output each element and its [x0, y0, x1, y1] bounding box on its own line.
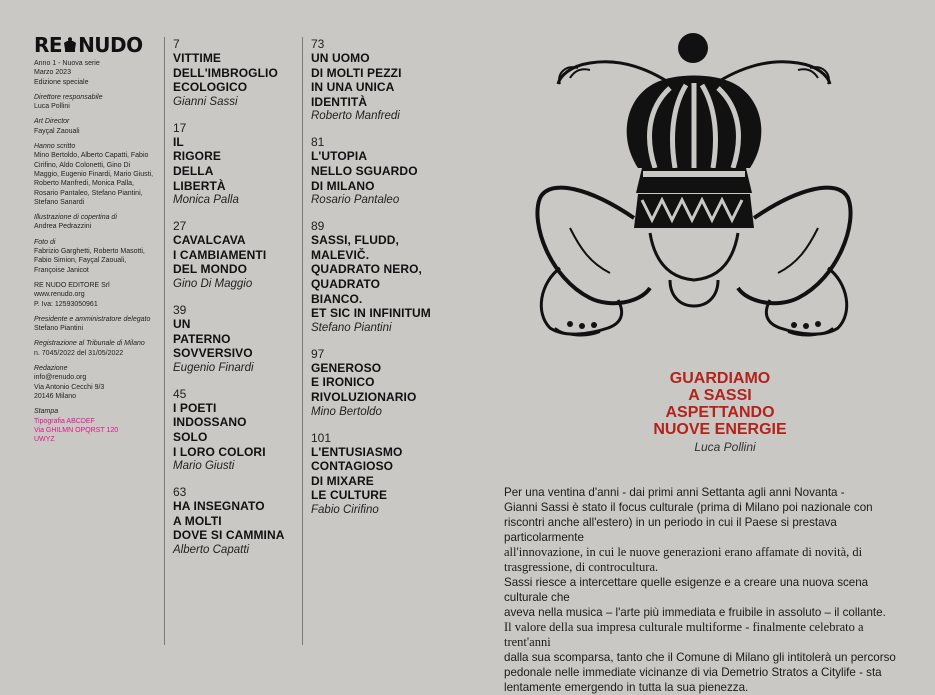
editorial-email-link[interactable]: info@renudo.org: [34, 374, 87, 382]
toc-title-line: DELL'IMBROGLIO: [173, 65, 278, 80]
toc-title-line: VITTIME: [173, 51, 222, 65]
toc-title-line: MALEVIČ.: [311, 247, 370, 262]
toc-title-line: BIANCO.: [311, 291, 363, 306]
toc-title-line: ECOLOGICO: [173, 80, 248, 95]
president-info: Presidente e amministratore delegato Stefano Piantini: [34, 315, 151, 333]
toc-entry[interactable]: [311, 37, 451, 123]
toc-page-number: 89: [311, 219, 325, 234]
toc-author: Gino Di Maggio: [173, 277, 253, 290]
director-info: Direttore responsabile Luca Pollini: [34, 93, 103, 111]
toc-title-line: RIGORE: [173, 149, 221, 164]
toc-title-line: LE CULTURE: [311, 488, 388, 503]
toc-title-line: SOLO: [173, 429, 208, 444]
writers-info: Hanno scritto Mino Bertoldo, Alberto Capatti, Fabio Cirifino, Aldo Colonetti, Gino Di Maggio, Eugenio Finardi, Mario Giusti, Roberto Manfredi, Monica Palla, Rosario Pantaleo, Stefano Piantini, Stefano Sanardi: [34, 143, 154, 206]
toc-title-line: IL: [173, 134, 184, 149]
toc-title-line: NELLO SGUARDO: [311, 163, 418, 178]
toc-title-line: QUADRATO: [311, 276, 381, 291]
toc-title-line: HA INSEGNATO: [173, 499, 265, 514]
column-divider: [164, 37, 165, 645]
toc-author: Rosario Pantaleo: [311, 194, 400, 207]
toc-column-left: [173, 37, 298, 569]
toc-title-line: QUADRATO NERO,: [311, 262, 422, 277]
crown-logo-icon: [63, 37, 77, 53]
toc-page-number: 81: [311, 135, 325, 150]
cover-illustration-info: Illustrazione di copertina di Andrea Pedrazzini: [34, 214, 117, 231]
toc-page-number: 97: [311, 346, 325, 361]
toc-title-line: IDENTITÀ: [311, 94, 368, 109]
toc-entry[interactable]: [173, 485, 298, 557]
toc-title-line: CAVALCAVA: [173, 233, 246, 248]
toc-title-line: INDOSSANO: [173, 415, 247, 430]
toc-title-line: L'UTOPIA: [311, 149, 368, 164]
toc-page-number: 45: [173, 386, 187, 401]
toc-author: Mino Bertoldo: [311, 405, 382, 418]
toc-title-line: CONTAGIOSO: [311, 459, 394, 474]
toc-title-line: ET SIC IN INFINITUM: [311, 306, 431, 321]
toc-author: Alberto Capatti: [173, 543, 250, 556]
toc-title-line: L'ENTUSIASMO: [311, 444, 403, 459]
toc-title-line: E IRONICO: [311, 375, 375, 390]
toc-title-line: PATERNO: [173, 331, 231, 346]
toc-entry[interactable]: [311, 431, 451, 517]
toc-entry[interactable]: [311, 135, 451, 207]
toc-author: Roberto Manfredi: [311, 110, 400, 123]
toc-author: Mario Giusti: [173, 460, 235, 473]
toc-page-number: 17: [173, 120, 187, 135]
toc-author: Gianni Sassi: [173, 95, 238, 108]
toc-title-line: SOVVERSIVO: [173, 346, 253, 361]
toc-title-line: RIVOLUZIONARIO: [311, 389, 417, 404]
toc-title-line: I CAMBIAMENTI: [173, 247, 267, 262]
toc-author: Fabio Cirifino: [311, 503, 379, 516]
toc-author: Eugenio Finardi: [173, 361, 254, 374]
toc-entry[interactable]: [311, 347, 451, 419]
toc-title-line: DI MIXARE: [311, 473, 374, 488]
toc-entry[interactable]: [311, 219, 451, 335]
toc-page-number: 7: [173, 37, 180, 51]
toc-title-line: I POETI: [173, 400, 217, 415]
toc-title-line: UN UOMO: [311, 51, 370, 65]
toc-author: Stefano Piantini: [311, 321, 392, 334]
editorial-info: Redazione info@renudo.org Via Antonio Cecchi 9/3 20146 Milano: [34, 364, 156, 401]
toc-page-number: 101: [311, 430, 332, 445]
toc-entry[interactable]: [173, 219, 298, 291]
registration-info: Registrazione al Tribunale di Milano n. 7045/2022 del 31/05/2022: [34, 340, 145, 357]
toc-title-line: A MOLTI: [173, 513, 222, 528]
toc-title-line: LIBERTÀ: [173, 178, 226, 193]
toc-title-line: UN: [173, 316, 191, 331]
toc-title-line: GENEROSO: [311, 360, 382, 375]
toc-title-line: DI MOLTI PEZZI: [311, 65, 402, 80]
feature-body: Per una ventina d'anni - dai primi anni Settanta agli anni Novanta - Gianni Sassi è stato il focus culturale (prima di Milano poi nazionale con riscontri anche all'estero) in un periodo in cui il Paese si prestava particolarmente all'innovazione, in cui le nuove generazioni erano affamate di novità, di trasgressione, di controcultura. Sassi riesce a intercettare quelle esigenze e a creare una nuova scena culturale che aveva nella musica – l'arte più immediata e fruibile in assoluto – il collante. Il valore della sua impresa culturale multiforme - finalmente celebrato a trent'anni dalla sua scomparsa, tanto che il Comune di Milano gli intitolerà un percorso pedonale nelle immediate vicinanze di via Demetrio Stratos a Citylife - sta lentamente emergendo in tutta la sua pienezza.: [504, 486, 896, 694]
toc-title-line: DOVE SI CAMMINA: [173, 528, 285, 543]
toc-title-line: IN UNA UNICA: [311, 80, 395, 95]
toc-entry[interactable]: [173, 37, 298, 109]
toc-page-number: 73: [311, 37, 325, 51]
toc-title-line: SASSI, FLUDD,: [311, 233, 399, 248]
toc-title-line: DI MILANO: [311, 178, 375, 193]
feature-headline: GUARDIAMO A SASSI ASPETTANDO NUOVE ENERGIE Luca Pollini: [600, 370, 840, 454]
publisher-info: RE NUDO EDITORE Srl www.renudo.org P. Iva: 12593050961: [34, 281, 156, 309]
toc-entry[interactable]: [173, 121, 298, 207]
toc-title-line: I LORO COLORI: [173, 444, 266, 459]
crowned-figure-illustration: [530, 28, 870, 353]
re-nudo-logo: RE NUDO: [34, 33, 143, 57]
colophon: [34, 34, 156, 444]
print-info: Stampa Tipografia ABCDEF Via GHILMN OPQRST 120 UWYZ: [34, 408, 119, 444]
photo-credits: Foto di Fabrizio Garghetti, Roberto Masotti, Fabio Simion, Fayçal Zaouali, Françoise Janicot: [34, 238, 145, 274]
toc-page-number: 27: [173, 219, 187, 234]
feature-author: Luca Pollini: [694, 440, 756, 454]
toc-entry[interactable]: [173, 303, 298, 375]
toc-title-line: DELLA: [173, 163, 214, 178]
column-divider: [302, 37, 303, 645]
toc-column-right: [311, 37, 451, 529]
issue-info: Anno 1 - Nuova serie Marzo 2023 Edizione speciale: [34, 60, 100, 86]
toc-author: Monica Palla: [173, 194, 239, 207]
toc-page-number: 63: [173, 485, 187, 500]
art-director-info: Art Director Fayçal Zaouali: [34, 118, 80, 135]
toc-page-number: 39: [173, 302, 187, 317]
toc-entry[interactable]: [173, 387, 298, 473]
publisher-website-link[interactable]: www.renudo.org: [34, 291, 85, 299]
toc-title-line: DEL MONDO: [173, 262, 248, 277]
